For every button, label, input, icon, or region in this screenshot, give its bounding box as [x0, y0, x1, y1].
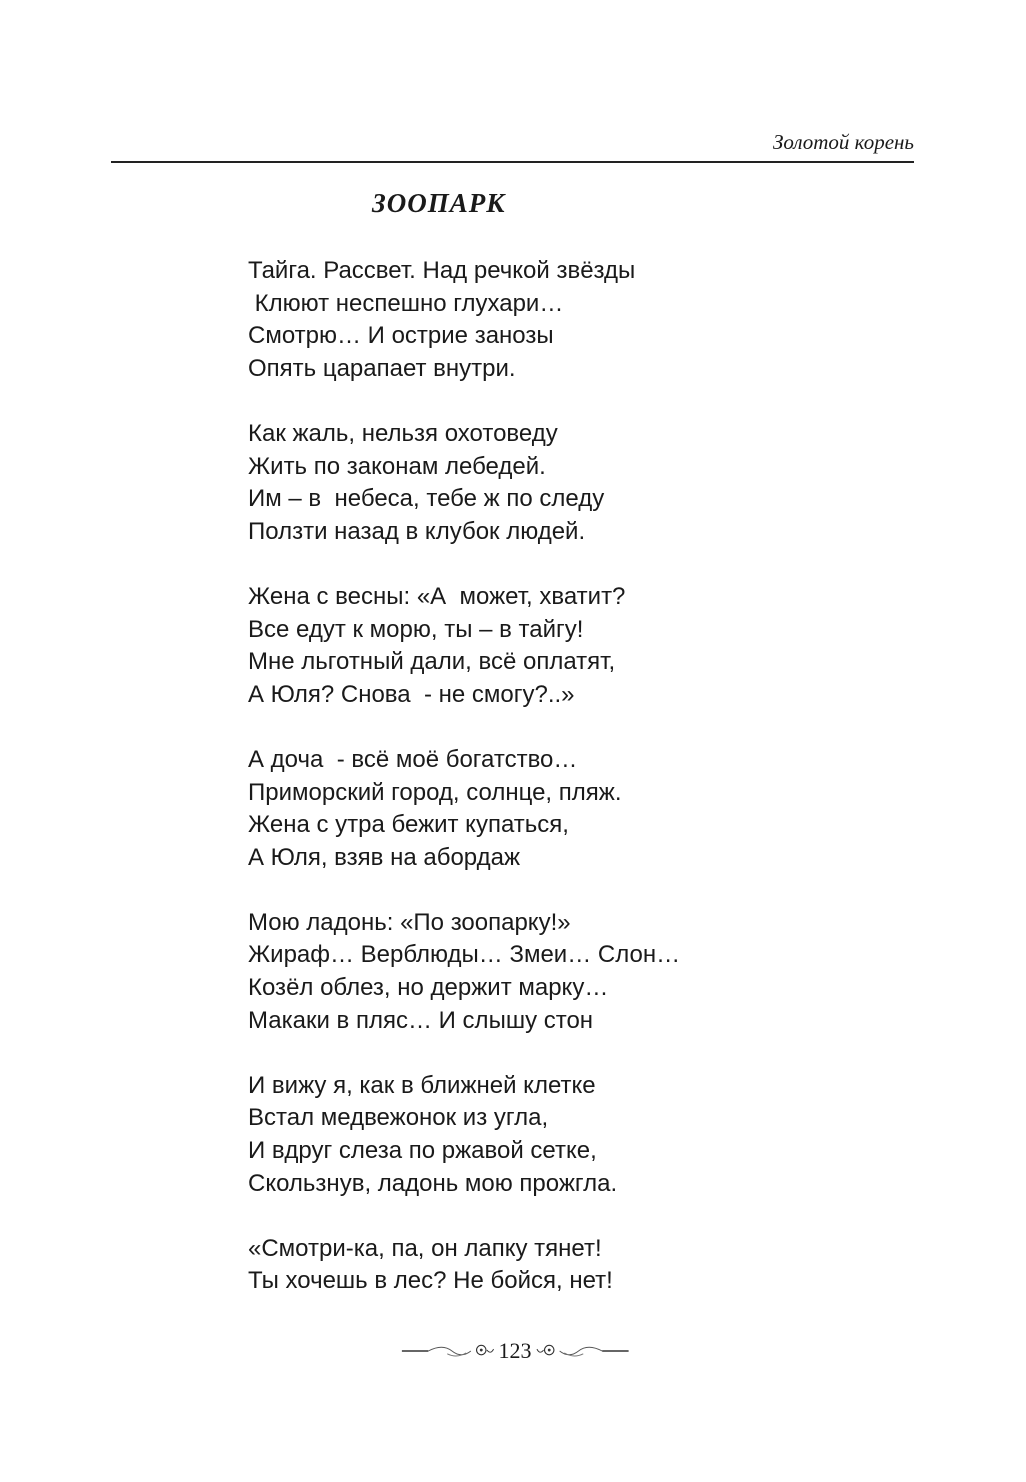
poem-line: Клюют неспешно глухари… [248, 289, 564, 317]
poem-line: Им – в небеса, тебе ж по следу [248, 485, 605, 513]
poem-line: Приморский город, солнце, пляж. [248, 778, 622, 806]
stanza [248, 1070, 680, 1200]
poem-line: Смотрю… И острие занозы [248, 322, 554, 350]
poem-line: И вдруг слеза по ржавой сетке, [248, 1137, 597, 1165]
poem-line: Как жаль, нельзя охотоведу [248, 419, 558, 447]
poem-line: Жить по законам лебедей. [248, 452, 546, 480]
poem-line: Козёл облез, но держит марку… [248, 974, 609, 1002]
right-ornament-icon [536, 1341, 631, 1361]
poem-line: Жираф… Верблюды… Змеи… Слон… [248, 941, 681, 969]
poem-line: «Смотри-ка, па, он лапку тянет! [248, 1234, 602, 1262]
poem-line: Скользнув, ладонь мою прожгла. [248, 1169, 618, 1197]
poem-line: А Юля, взяв на абордаж [248, 843, 520, 871]
running-head: Золотой корень [772, 130, 914, 154]
stanza [248, 744, 680, 874]
stanza [248, 1233, 680, 1298]
stanza [248, 418, 680, 548]
poem-line: А Юля? Снова - не смогу?..» [248, 680, 575, 708]
left-ornament-icon [400, 1341, 495, 1361]
poem-line: Ты хочешь в лес? Не бойся, нет! [248, 1267, 613, 1295]
poem-line: Ползти назад в клубок людей. [248, 517, 586, 545]
poem-title: ЗООПАРК [372, 188, 506, 218]
poem-line: Встал медвежонок из угла, [248, 1104, 549, 1132]
page-footer [400, 1336, 630, 1366]
poem-line: И вижу я, как в ближней клетке [248, 1071, 596, 1099]
header-rule [111, 161, 914, 163]
poem-line: Жена с утра бежит купаться, [248, 811, 569, 839]
poem-body [248, 255, 680, 1331]
poem-line: Мне льготный дали, всё оплатят, [248, 648, 616, 676]
stanza [248, 907, 680, 1037]
poem-line: Макаки в пляс… И слышу стон [248, 1006, 594, 1034]
poem-line: Жена с весны: «А может, хватит? [248, 582, 626, 610]
poem-line: Мою ладонь: «По зоопарку!» [248, 908, 571, 936]
stanza [248, 581, 680, 711]
page-number: 123 [498, 1338, 532, 1363]
poem-line: А доча - всё моё богатство… [248, 745, 578, 773]
poem-line: Все едут к морю, ты – в тайгу! [248, 615, 584, 643]
stanza [248, 255, 680, 385]
poem-line: Тайга. Рассвет. Над речкой звёзды [248, 257, 636, 284]
poem-line: Опять царапает внутри. [248, 354, 516, 382]
